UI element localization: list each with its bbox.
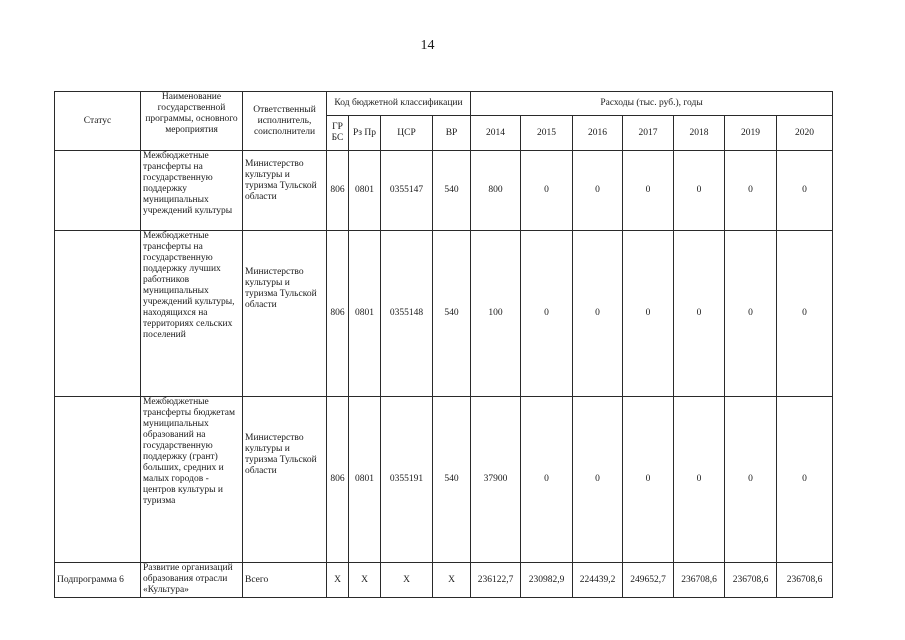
header-year: 2014 (471, 116, 521, 151)
table-row (55, 231, 833, 397)
cell-value: 0 (777, 397, 833, 563)
cell-value: 236708,6 (777, 563, 833, 598)
cell-value: 249652,7 (623, 563, 674, 598)
cell-value: 0 (725, 151, 777, 231)
header-rzpr: Рз Пр (349, 116, 381, 151)
cell-name-text: Межбюджетные трансферты на государственную поддержку лучших работников муниципальных учреждений культуры, находящихся на территориях сельских поселений (143, 231, 235, 340)
cell-status (55, 231, 141, 397)
cell-value: 0 (521, 397, 573, 563)
cell-executor: Министерство культуры и туризма Тульской области (243, 231, 327, 397)
cell-value: 800 (471, 151, 521, 231)
header-row-1 (55, 92, 833, 116)
cell-value: 236122,7 (471, 563, 521, 598)
cell-value: 236708,6 (674, 563, 725, 598)
cell-value: 0 (573, 231, 623, 397)
cell-name (141, 231, 243, 397)
cell-name (141, 397, 243, 563)
cell-executor: Министерство культуры и туризма Тульской области (243, 397, 327, 563)
cell-value: 0 (725, 231, 777, 397)
cell-csr: 0355191 (381, 397, 433, 563)
cell-grbs: 806 (327, 397, 349, 563)
cell-name-text: Развитие организаций образования отрасли «Культура» (143, 563, 233, 595)
cell-value: 0 (623, 231, 674, 397)
cell-csr: 0355148 (381, 231, 433, 397)
header-expenses: Расходы (тыс. руб.), годы (471, 92, 833, 116)
cell-vr: Х (433, 563, 471, 598)
cell-value: 0 (573, 397, 623, 563)
table-row (55, 563, 833, 598)
cell-grbs: 806 (327, 151, 349, 231)
cell-name-text: Межбюджетные трансферты на государственную поддержку муниципальных учреждений культуры (143, 151, 233, 216)
cell-name-text: Межбюджетные трансферты бюджетам муниципальных образований на государственную поддержку (грант) больших, средних и малых городов - центров культуры и туризма (143, 397, 235, 506)
cell-value: 0 (573, 151, 623, 231)
cell-value: 224439,2 (573, 563, 623, 598)
cell-value: 0 (777, 151, 833, 231)
header-year: 2015 (521, 116, 573, 151)
cell-csr: Х (381, 563, 433, 598)
cell-value: 0 (623, 397, 674, 563)
cell-csr: 0355147 (381, 151, 433, 231)
cell-vr: 540 (433, 397, 471, 563)
header-year: 2016 (573, 116, 623, 151)
cell-status (55, 151, 141, 231)
cell-value: 0 (674, 231, 725, 397)
cell-status: Подпрограмма 6 (55, 563, 141, 598)
header-year: 2019 (725, 116, 777, 151)
table-row (55, 397, 833, 563)
cell-executor: Всего (243, 563, 327, 598)
cell-name (141, 563, 243, 598)
cell-status (55, 397, 141, 563)
header-csr: ЦСР (381, 116, 433, 151)
cell-vr: 540 (433, 151, 471, 231)
cell-value: 0 (777, 231, 833, 397)
budget-table (54, 91, 833, 598)
cell-value: 0 (674, 151, 725, 231)
cell-value: 0 (521, 231, 573, 397)
header-year: 2020 (777, 116, 833, 151)
cell-rzpr: 0801 (349, 231, 381, 397)
cell-rzpr: Х (349, 563, 381, 598)
header-program-name-text: Наименование государственной программы, основного мероприятия (145, 92, 238, 135)
cell-value: 230982,9 (521, 563, 573, 598)
header-vr: ВР (433, 116, 471, 151)
header-budget-code: Код бюджетной классификации (327, 92, 471, 116)
cell-rzpr: 0801 (349, 151, 381, 231)
cell-value: 0 (725, 397, 777, 563)
table-row (55, 151, 833, 231)
header-program-name (141, 92, 243, 151)
cell-value: 0 (623, 151, 674, 231)
cell-value: 100 (471, 231, 521, 397)
cell-grbs: 806 (327, 231, 349, 397)
header-status: Статус (55, 92, 141, 151)
header-year: 2018 (674, 116, 725, 151)
header-year: 2017 (623, 116, 674, 151)
cell-vr: 540 (433, 231, 471, 397)
cell-value: 236708,6 (725, 563, 777, 598)
page-number: 14 (420, 38, 435, 53)
cell-value: 37900 (471, 397, 521, 563)
cell-value: 0 (674, 397, 725, 563)
cell-executor: Министерство культуры и туризма Тульской области (243, 151, 327, 231)
header-executor: Ответственный исполнитель, соисполнители (243, 92, 327, 151)
header-grbs: ГР БС (327, 116, 349, 151)
cell-name (141, 151, 243, 231)
cell-rzpr: 0801 (349, 397, 381, 563)
cell-value: 0 (521, 151, 573, 231)
cell-grbs: Х (327, 563, 349, 598)
